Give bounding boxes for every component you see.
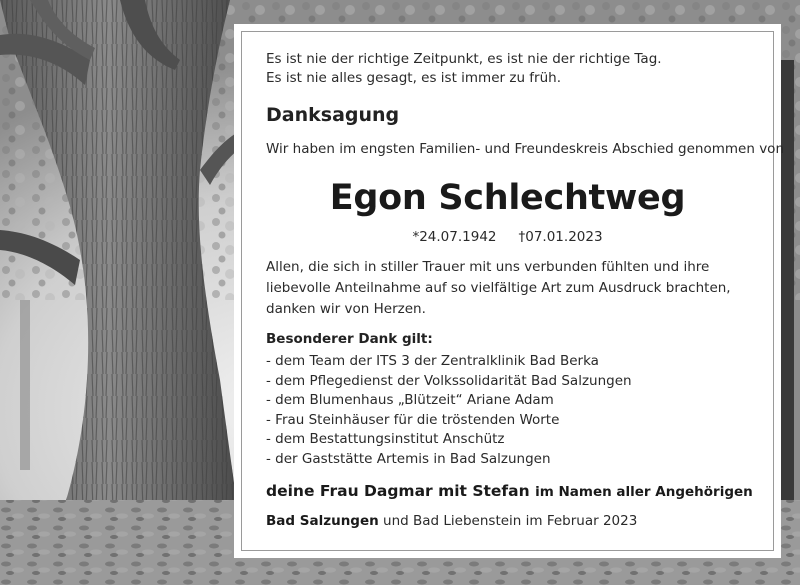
list-item: - dem Bestattungsinstitut Anschütz: [266, 431, 505, 447]
motto: [266, 50, 662, 88]
thanks-text: Allen, die sich in stiller Trauer mit uns verbunden fühlten und ihre liebevolle Anteilnahme auf so vielfältige Art zum Ausdruck brachten, danken wir von Herzen.: [266, 259, 731, 317]
signoff-names: deine Frau Dagmar mit Stefan: [266, 482, 530, 500]
birth-date: 24.07.1942: [419, 229, 497, 245]
life-dates: [234, 229, 781, 245]
intro-text: Wir haben im engsten Familien- und Freundeskreis Abschied genommen von: [266, 141, 784, 157]
birth-symbol: *: [412, 229, 420, 245]
list-item: - dem Blumenhaus „Blützeit“ Ariane Adam: [266, 392, 554, 408]
special-thanks-list: [266, 352, 632, 469]
motto-line-1: Es ist nie der richtige Zeitpunkt, es ist nie der richtige Tag.: [266, 51, 662, 67]
signoff-suffix: im Namen aller Angehörigen: [535, 484, 753, 500]
signoff: [266, 482, 753, 500]
list-item: - Frau Steinhäuser für die tröstenden Worte: [266, 411, 560, 428]
list-item: - dem Team der ITS 3 der Zentralklinik Bad Berka: [266, 353, 599, 369]
motto-line-2: Es ist nie alles gesagt, es ist immer zu früh.: [266, 70, 561, 86]
obituary-card: [234, 24, 784, 558]
place-rest: und Bad Liebenstein im Februar 2023: [383, 513, 638, 529]
place-date: [266, 513, 637, 529]
deceased-name: Egon Schlechtweg: [329, 178, 686, 218]
death-symbol: †: [518, 229, 526, 245]
list-item: - dem Pflegedienst der Volkssolidarität Bad Salzungen: [266, 372, 632, 389]
special-thanks-title: Besonderer Dank gilt:: [266, 331, 433, 347]
list-item: - der Gaststätte Artemis in Bad Salzungen: [266, 450, 551, 467]
place-city: Bad Salzungen: [266, 513, 379, 529]
death-date: 07.01.2023: [525, 229, 603, 245]
heading: Danksagung: [266, 104, 400, 126]
